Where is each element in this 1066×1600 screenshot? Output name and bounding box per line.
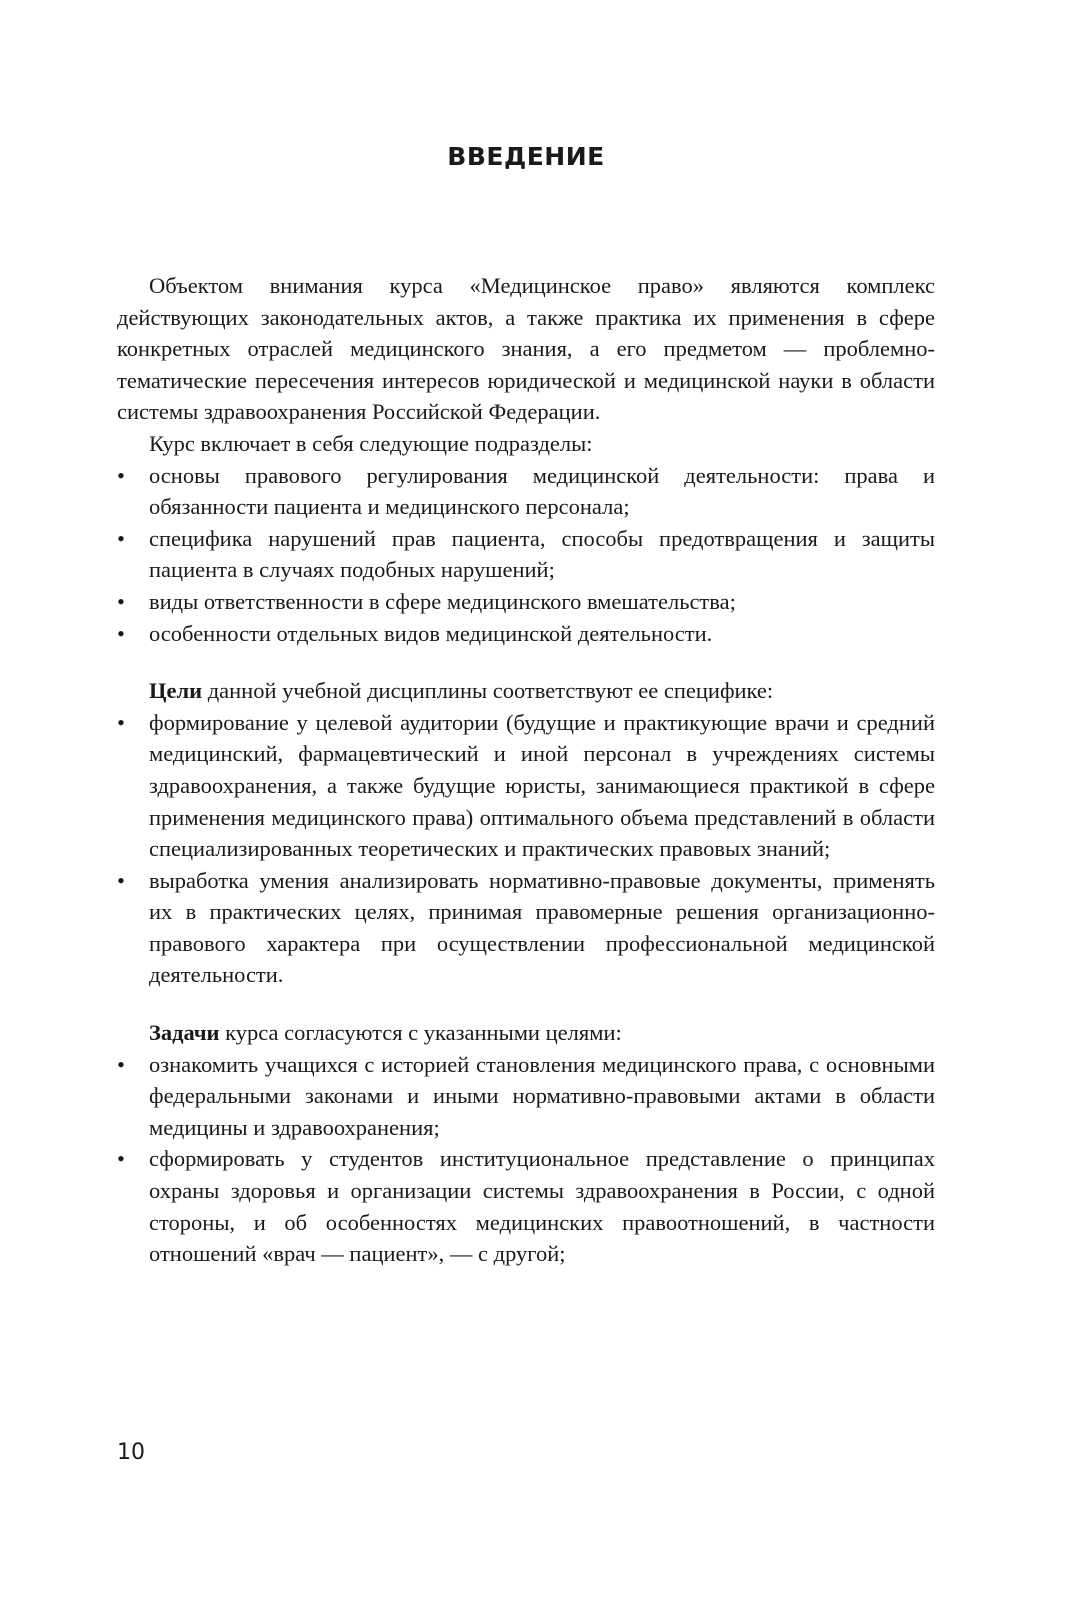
subsections-lead: Курс включает в себя следующие подразделы:: [149, 430, 593, 456]
list-item-text: формирование у целевой аудитории (будущие и практикующие врачи и средний медицинский, фармацевтический и иной персонал в учреждениях системы здравоохранения, а также будущие юристы, занимающиеся практикой в сфере применения медицинского права) оптимального объема представлений в области специализированных теоретических и практических правовых знаний;: [149, 709, 935, 862]
page: [117, 0, 935, 1600]
goals-lead-text: данной учебной дисциплины соответствуют ее специфике:: [202, 678, 774, 704]
page-number: 10: [117, 1440, 145, 1465]
list-item: [117, 1143, 935, 1269]
list-item-text: виды ответственности в сфере медицинского вмешательства;: [149, 588, 736, 614]
bullet-icon: •: [117, 588, 125, 614]
tasks-keyword: Задачи: [149, 1020, 220, 1046]
intro-paragraph: Объектом внимания курса «Медицинское право» являются комплекс действующих законодательных актов, а также практика их применения в сфере конкретных отраслей медицинского знания, а его предметом — проблемно-тематические пересечения интересов юридической и медицинской науки в области системы здравоохранения Российской Федерации.: [117, 273, 935, 425]
bullet-icon: •: [117, 462, 125, 488]
list-item: [117, 586, 935, 618]
list-item: [117, 707, 935, 865]
list-item: [117, 460, 935, 523]
tasks-lead: [117, 1017, 935, 1049]
list-item: [117, 618, 935, 650]
list-item: [117, 865, 935, 991]
list-item-text: ознакомить учащихся с историей становления медицинского права, с основными федеральными законами и иными нормативно-правовыми актами в области медицины и здравоохранения;: [149, 1051, 935, 1140]
bullet-icon: •: [117, 709, 125, 735]
bullet-icon: •: [117, 525, 125, 551]
goals-lead: [117, 675, 935, 707]
bullet-icon: •: [117, 867, 125, 893]
list-item: [117, 523, 935, 586]
subsections-list: [117, 460, 935, 650]
list-item-text: специфика нарушений прав пациента, способы предотвращения и защиты пациента в случаях подобных нарушений;: [149, 525, 935, 583]
list-item-text: сформировать у студентов институциональное представление о принципах охраны здоровья и организации системы здравоохранения в России, с одной стороны, и об особенностях медицинских правоотношений, в частности отношений «врач — пациент», — с другой;: [149, 1146, 935, 1267]
goals-list: [117, 707, 935, 991]
list-item-text: особенности отдельных видов медицинской деятельности.: [149, 620, 713, 646]
chapter-heading: ВВЕДЕНИЕ: [447, 142, 605, 171]
tasks-lead-text: курса согласуются с указанными целями:: [219, 1020, 622, 1046]
bullet-icon: •: [117, 1146, 125, 1172]
bullet-icon: •: [117, 1051, 125, 1077]
list-item-text: основы правового регулирования медицинской деятельности: права и обязанности пациента и медицинского персонала;: [149, 462, 935, 520]
list-item-text: выработка умения анализировать нормативно-правовые документы, применять их в практических целях, принимая правомерные решения организационно-правового характера при осуществлении профессиональной медицинской деятельности.: [149, 867, 935, 988]
tasks-list: [117, 1049, 935, 1270]
list-item: [117, 1049, 935, 1144]
body-text: [117, 270, 935, 1270]
goals-keyword: Цели: [149, 678, 203, 704]
bullet-icon: •: [117, 620, 125, 646]
